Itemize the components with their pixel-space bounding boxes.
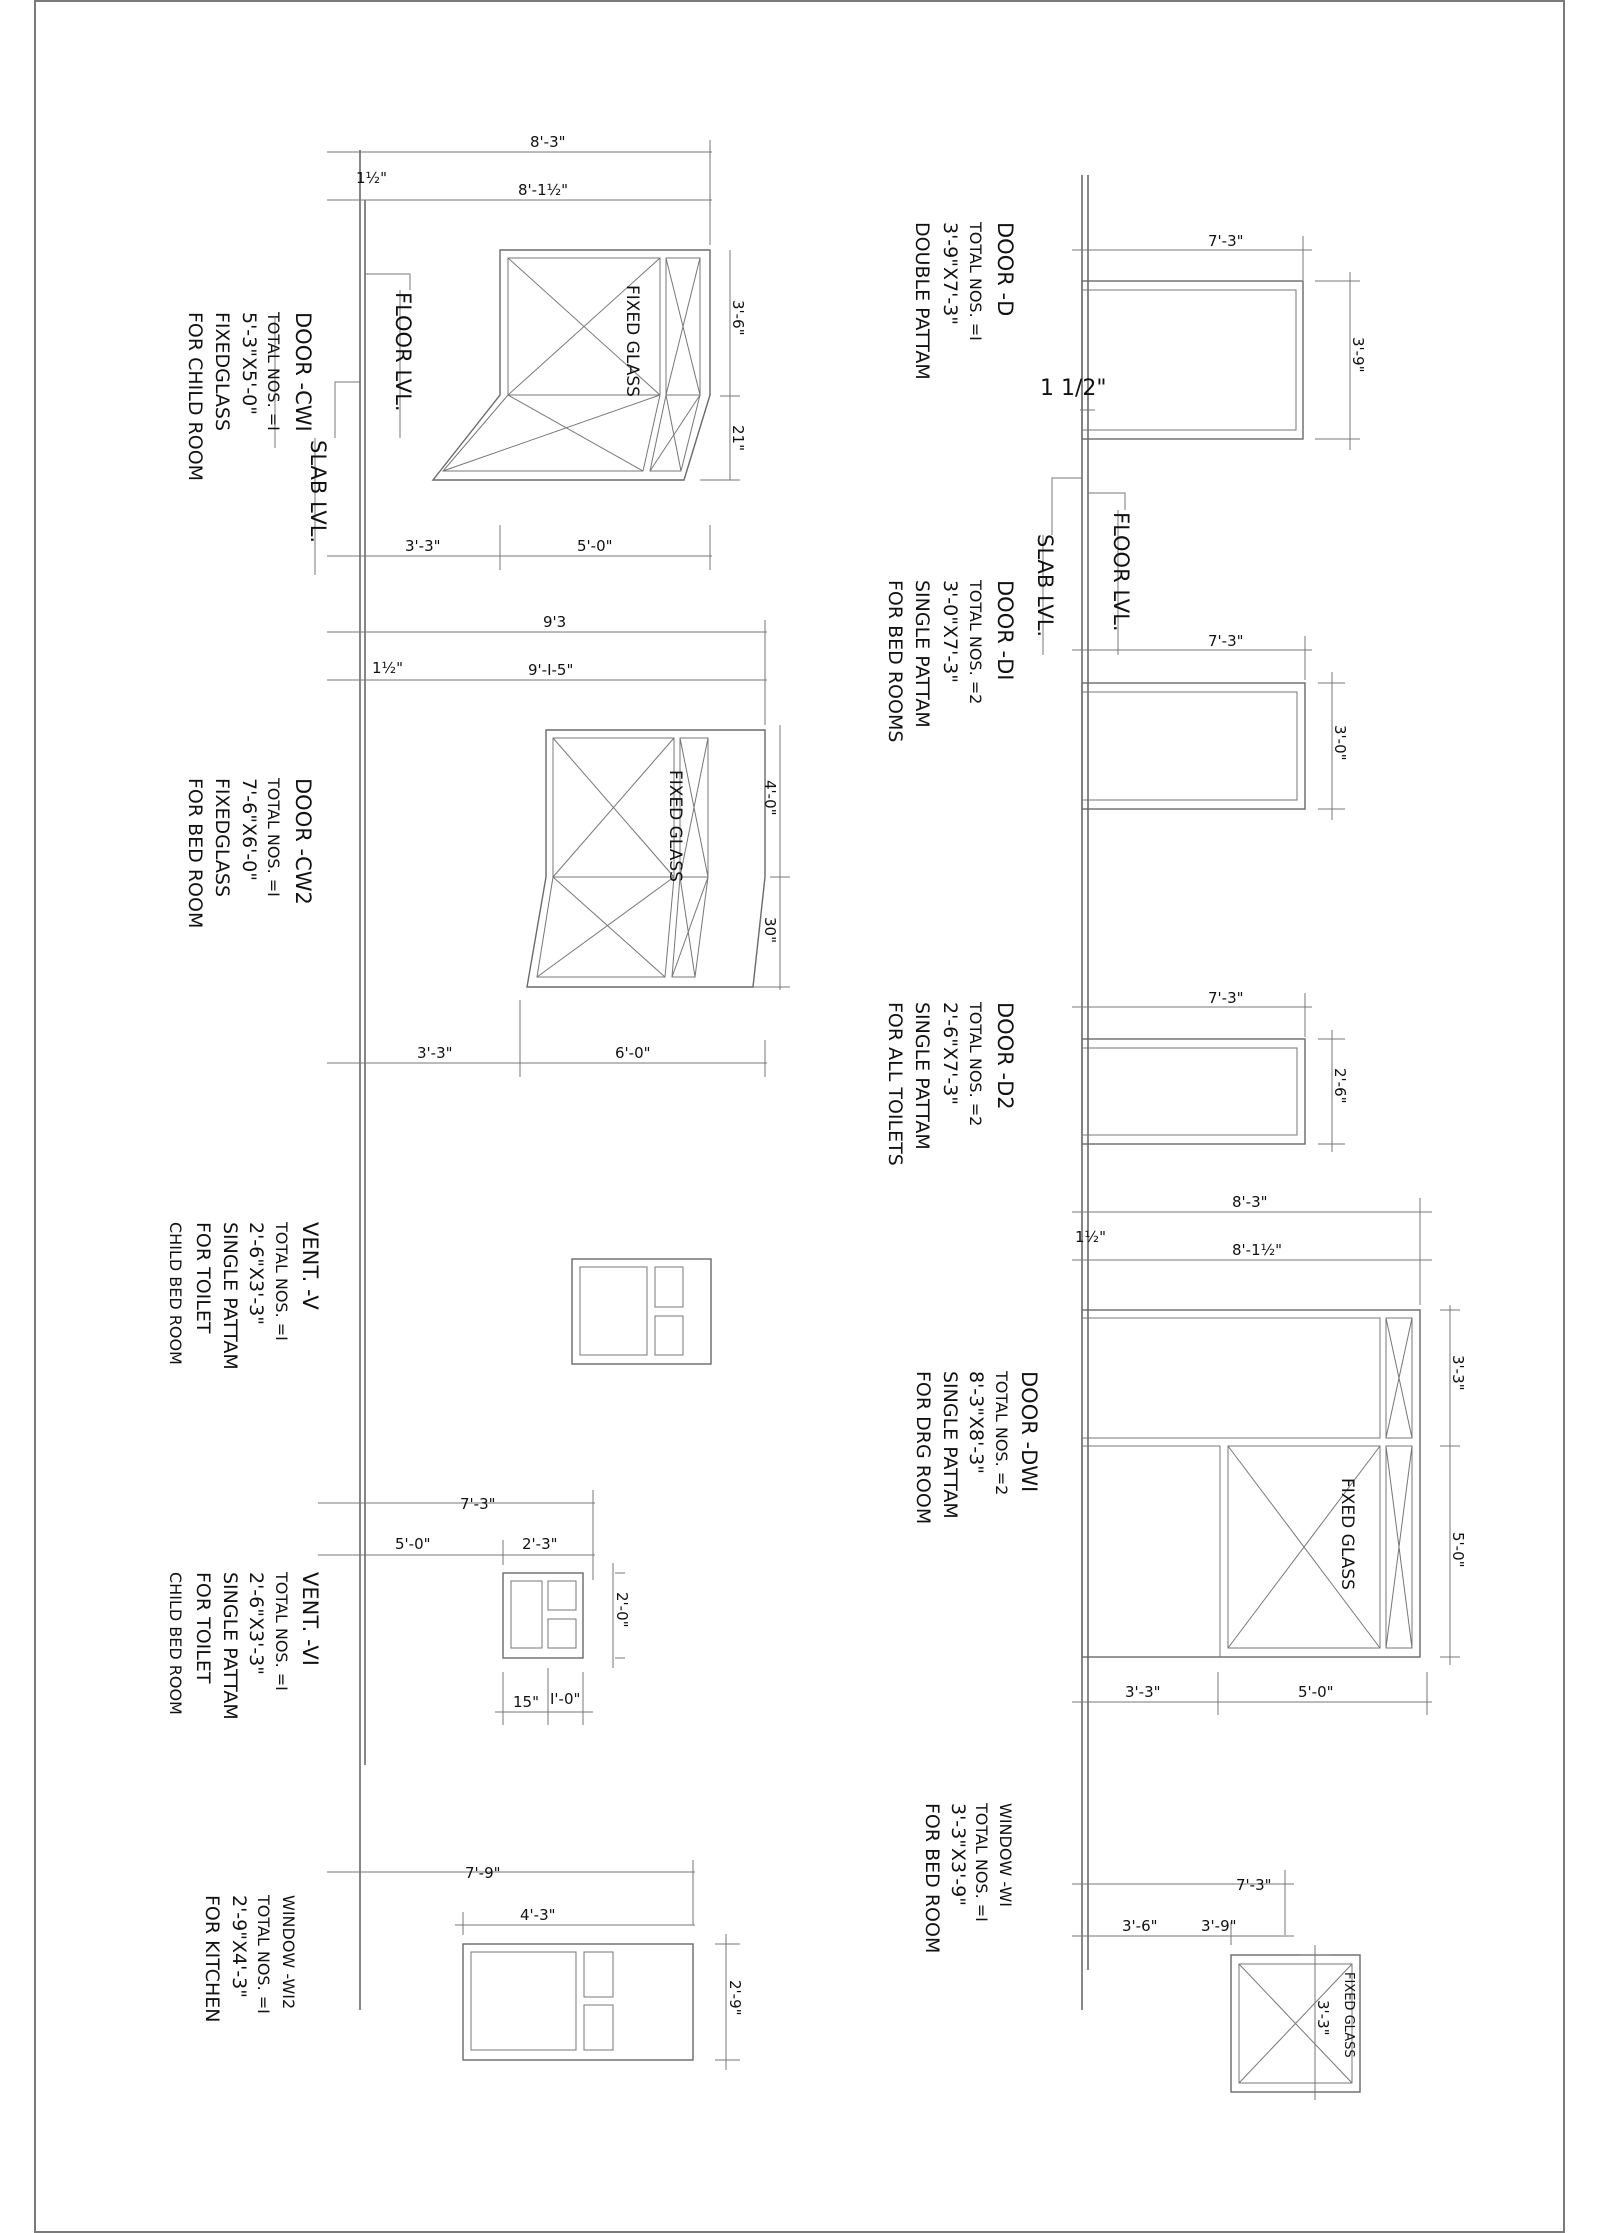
d-height: 7'-3" [1208, 232, 1244, 250]
svg-text:TOTAL NOS. =I: TOTAL NOS. =I [272, 1572, 291, 1691]
svg-text:3'-9"X7'-3": 3'-9"X7'-3" [939, 222, 961, 326]
door-d-elevation [1043, 236, 1360, 655]
v1-opening: 2'-3" [522, 1535, 558, 1553]
w12-width: 2'-9" [726, 1980, 744, 2016]
door-dw1-elevation [1072, 1198, 1460, 1715]
svg-text:SINGLE PATTAM: SINGLE PATTAM [219, 1222, 241, 1370]
svg-text:2'-6"X3'-3": 2'-6"X3'-3" [245, 1572, 267, 1676]
slab-level-label-left: SLAB LVL. [306, 440, 330, 544]
svg-text:TOTAL NOS. =I: TOTAL NOS. =I [972, 1803, 991, 1922]
svg-text:TOTAL NOS. =2: TOTAL NOS. =2 [992, 1371, 1011, 1496]
dw1-opening: 5'-0" [1298, 1683, 1334, 1701]
v1-lower-a: 15" [513, 1693, 539, 1711]
w1-width: 3'-3" [1314, 2000, 1332, 2036]
cw2-opening: 6'-0" [615, 1044, 651, 1062]
cw2-lower-width: 30" [761, 917, 779, 943]
d1-height: 7'-3" [1208, 632, 1244, 650]
svg-text:7'-6"X6'-0": 7'-6"X6'-0" [238, 778, 260, 882]
svg-text:DOOR -DI: DOOR -DI [993, 580, 1017, 681]
window-w12-elevation [327, 1860, 740, 2070]
door-d2-elevation [1072, 993, 1345, 1152]
cw1-upper-width: 3'-6" [729, 300, 747, 336]
svg-text:8'-3"X8'-3": 8'-3"X8'-3" [965, 1371, 987, 1475]
svg-text:FIXEDGLASS: FIXEDGLASS [211, 778, 233, 898]
svg-text:WINDOW -WI2: WINDOW -WI2 [279, 1895, 298, 2010]
floor-level-label-left: FLOOR LVL. [391, 292, 415, 412]
svg-text:FOR BED ROOMS: FOR BED ROOMS [884, 580, 906, 743]
floor-level-label-right: FLOOR LVL. [1109, 512, 1133, 632]
window-w1-schedule-label [921, 1802, 1015, 1953]
svg-text:2'-6"X3'-3": 2'-6"X3'-3" [245, 1222, 267, 1326]
svg-text:FOR BED ROOM: FOR BED ROOM [184, 778, 206, 929]
door-d2-schedule-label [884, 1001, 1017, 1166]
cw2-upper-width: 4'-0" [761, 780, 779, 816]
window-w12-schedule-label [201, 1894, 298, 2022]
cw2-clear-height: 9'-I-5" [528, 661, 574, 679]
dw1-base: 3'-3" [1125, 1683, 1161, 1701]
d1-width: 3'-0" [1331, 725, 1349, 761]
cw2-sill-offset: 1½" [372, 659, 403, 677]
svg-text:DOOR -D2: DOOR -D2 [993, 1002, 1017, 1110]
window-w1-elevation [1072, 1870, 1360, 2100]
cw2-glass-label: FIXED GLASS [665, 770, 685, 882]
right-wall-line [1082, 175, 1088, 2010]
svg-text:TOTAL NOS. =I: TOTAL NOS. =I [264, 778, 283, 897]
svg-text:TOTAL NOS. =2: TOTAL NOS. =2 [966, 1002, 985, 1127]
svg-text:DOUBLE PATTAM: DOUBLE PATTAM [911, 222, 933, 380]
svg-text:TOTAL NOS. =2: TOTAL NOS. =2 [966, 580, 985, 705]
svg-text:FOR DRG ROOM: FOR DRG ROOM [912, 1371, 934, 1525]
svg-text:5'-3"X5'-0": 5'-3"X5'-0" [238, 312, 260, 416]
svg-text:3'-3"X3'-9": 3'-3"X3'-9" [947, 1803, 969, 1907]
cw1-opening: 5'-0" [577, 537, 613, 555]
door-cw2-elevation [327, 620, 790, 1077]
svg-text:TOTAL NOS. =I: TOTAL NOS. =I [264, 312, 283, 431]
svg-text:DOOR -CW2: DOOR -CW2 [291, 778, 315, 905]
d-width: 3'-9" [1349, 337, 1367, 373]
svg-text:FOR CHILD ROOM: FOR CHILD ROOM [184, 312, 206, 482]
door-d-schedule-label [911, 221, 1017, 380]
vent-v1-schedule-label [166, 1571, 322, 1720]
svg-text:DOOR -DWI: DOOR -DWI [1017, 1371, 1041, 1493]
svg-text:SINGLE PATTAM: SINGLE PATTAM [939, 1371, 961, 1519]
svg-text:VENT. -VI: VENT. -VI [298, 1572, 322, 1666]
vent-v-elevation [572, 1259, 711, 1364]
cw1-clear-height: 8'-1½" [518, 181, 569, 199]
cw1-sill-offset: 1½" [356, 169, 387, 187]
w1-overall-height: 7'-3" [1236, 1876, 1272, 1894]
cw2-base: 3'-3" [417, 1044, 453, 1062]
svg-text:VENT. -V: VENT. -V [298, 1222, 322, 1310]
v1-sill: 5'-0" [395, 1535, 431, 1553]
w1-sill: 3'-6" [1122, 1917, 1158, 1935]
vent-v-schedule-label [166, 1221, 322, 1370]
svg-text:FIXEDGLASS: FIXEDGLASS [211, 312, 233, 432]
cw2-overall-height: 9'3 [543, 613, 567, 631]
svg-text:2'-9"X4'-3": 2'-9"X4'-3" [228, 1895, 250, 1999]
svg-text:2'-6"X7'-3": 2'-6"X7'-3" [939, 1002, 961, 1106]
svg-text:TOTAL NOS. =I: TOTAL NOS. =I [272, 1222, 291, 1341]
dw1-lower-width: 5'-0" [1449, 1532, 1467, 1568]
v1-width: 2'-0" [613, 1592, 631, 1628]
w1-glass-label: FIXED GLASS [1341, 1972, 1356, 2058]
w12-overall-height: 7'-9" [465, 1864, 501, 1882]
svg-text:TOTAL NOS. =I: TOTAL NOS. =I [966, 222, 985, 341]
svg-text:TOTAL NOS. =I: TOTAL NOS. =I [254, 1895, 273, 2014]
door-d1-elevation [1072, 636, 1345, 820]
svg-text:SINGLE PATTAM: SINGLE PATTAM [219, 1572, 241, 1720]
svg-text:CHILD BED ROOM: CHILD BED ROOM [166, 1222, 185, 1365]
cw1-schedule-label [184, 311, 315, 481]
cw1-lower-width: 21" [729, 425, 747, 451]
d-offset: 1 1/2" [1040, 376, 1107, 401]
svg-text:3'-0"X7'-3": 3'-0"X7'-3" [939, 580, 961, 684]
svg-text:CHILD BED ROOM: CHILD BED ROOM [166, 1572, 185, 1715]
svg-text:WINDOW -WI: WINDOW -WI [996, 1803, 1015, 1907]
door-d1-schedule-label [884, 579, 1017, 742]
svg-text:FOR KITCHEN: FOR KITCHEN [201, 1895, 223, 2023]
dw1-sill-offset: 1½" [1075, 1228, 1106, 1246]
dw1-upper-width: 3'-3" [1449, 1355, 1467, 1391]
svg-text:SINGLE PATTAM: SINGLE PATTAM [911, 1002, 933, 1150]
w12-opening: 4'-3" [520, 1906, 556, 1924]
w1-opening: 3'-9" [1201, 1917, 1237, 1935]
cw1-base: 3'-3" [405, 537, 441, 555]
left-wall-line [360, 150, 365, 2010]
dw1-glass-label: FIXED GLASS [1337, 1478, 1357, 1590]
v1-lower-b: I'-0" [550, 1690, 581, 1708]
svg-text:FOR TOILET: FOR TOILET [192, 1222, 214, 1334]
d2-width: 2'-6" [1331, 1068, 1349, 1104]
svg-text:SINGLE PATTAM: SINGLE PATTAM [911, 580, 933, 728]
v1-overall-height: 7'-3" [460, 1495, 496, 1513]
dw1-clear-height: 8'-1½" [1232, 1241, 1283, 1259]
svg-text:DOOR -CWI: DOOR -CWI [291, 312, 315, 432]
slab-level-label-right: SLAB LVL. [1033, 534, 1057, 638]
svg-text:FOR BED ROOM: FOR BED ROOM [921, 1803, 943, 1954]
svg-text:FOR TOILET: FOR TOILET [192, 1572, 214, 1684]
door-dw1-schedule-label [912, 1370, 1041, 1524]
cw1-overall-height: 8'-3" [530, 133, 566, 151]
door-cw1-elevation [275, 140, 740, 575]
d2-height: 7'-3" [1208, 989, 1244, 1007]
svg-text:FOR ALL TOILETS: FOR ALL TOILETS [884, 1002, 906, 1166]
svg-text:DOOR -D: DOOR -D [993, 222, 1017, 317]
cw2-schedule-label [184, 777, 315, 928]
cw1-glass-label: FIXED GLASS [622, 285, 642, 397]
dw1-overall-height: 8'-3" [1232, 1193, 1268, 1211]
